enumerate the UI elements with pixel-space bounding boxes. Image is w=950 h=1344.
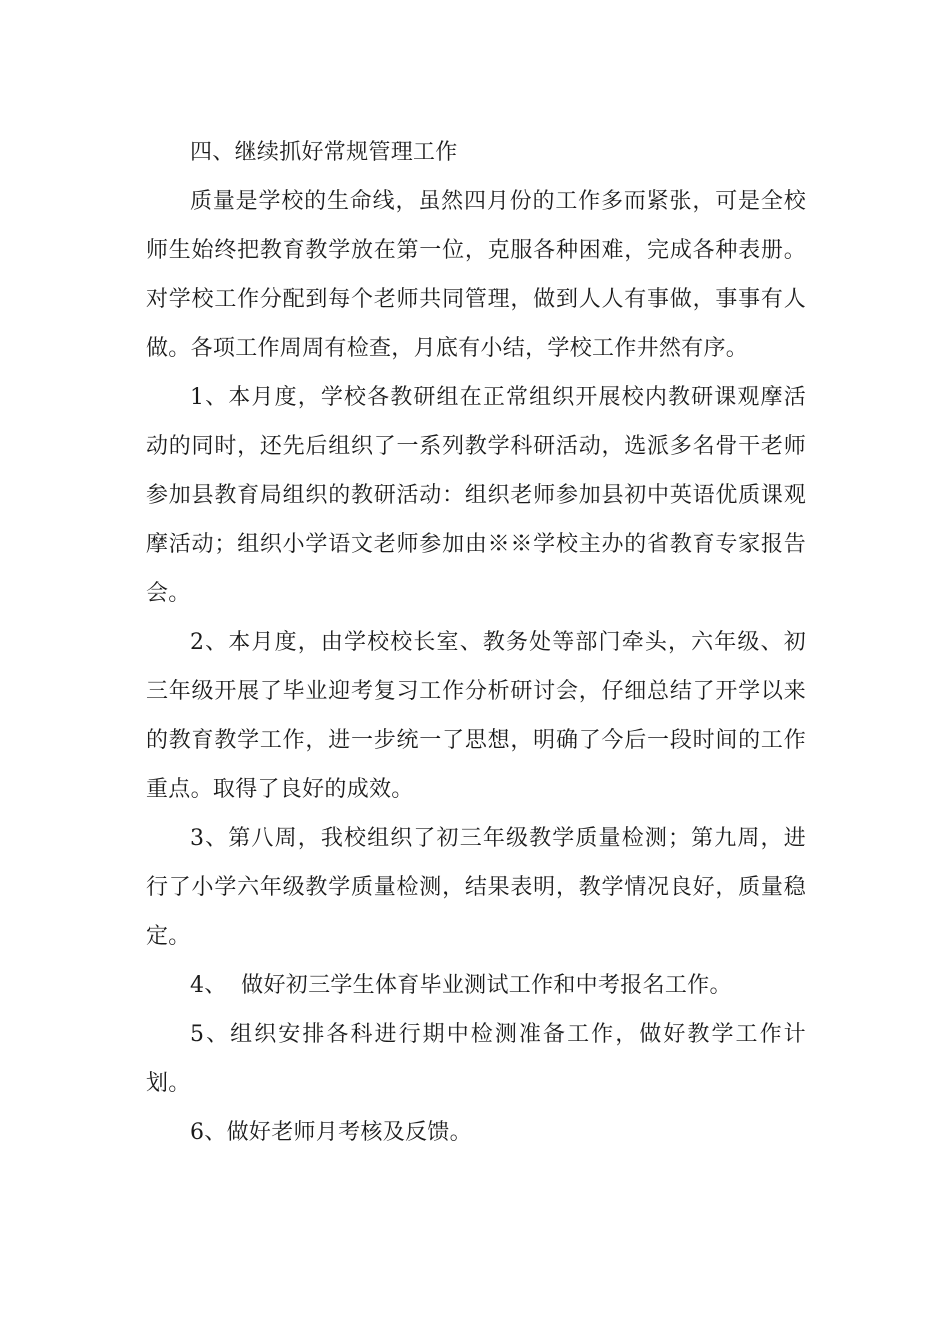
paragraph-item-4: 4、 做好初三学生体育毕业测试工作和中考报名工作。 bbox=[190, 973, 732, 998]
document-body bbox=[146, 128, 806, 1157]
paragraph-item-6: 6、做好老师月考核及反馈。 bbox=[190, 1120, 472, 1145]
paragraph-item-5: 5、组织安排各科进行期中检测准备工作，做好教学工作计划。 bbox=[146, 1022, 806, 1096]
section-heading: 四、继续抓好常规管理工作 bbox=[190, 140, 458, 165]
paragraph-quality: 质量是学校的生命线，虽然四月份的工作多而紧张，可是全校师生始终把教育教学放在第一位，克服各种困难，完成各种表册。对学校工作分配到每个老师共同管理，做到人人有事做，事事有人做。各项工作周周有检查，月底有小结，学校工作井然有序。 bbox=[146, 189, 806, 361]
paragraph-item-3: 3、第八周，我校组织了初三年级教学质量检测；第九周，进行了小学六年级教学质量检测，结果表明，教学情况良好，质量稳定。 bbox=[146, 826, 806, 949]
paragraph-item-2: 2、本月度，由学校校长室、教务处等部门牵头，六年级、初三年级开展了毕业迎考复习工作分析研讨会，仔细总结了开学以来的教育教学工作，进一步统一了思想，明确了今后一段时间的工作重点。取得了良好的成效。 bbox=[146, 630, 806, 802]
paragraph-item-1: 1、本月度，学校各教研组在正常组织开展校内教研课观摩活动的同时，还先后组织了一系列教学科研活动，选派多名骨干老师参加县教育局组织的教研活动：组织老师参加县初中英语优质课观摩活动；组织小学语文老师参加由※※学校主办的省教育专家报告会。 bbox=[146, 385, 806, 606]
